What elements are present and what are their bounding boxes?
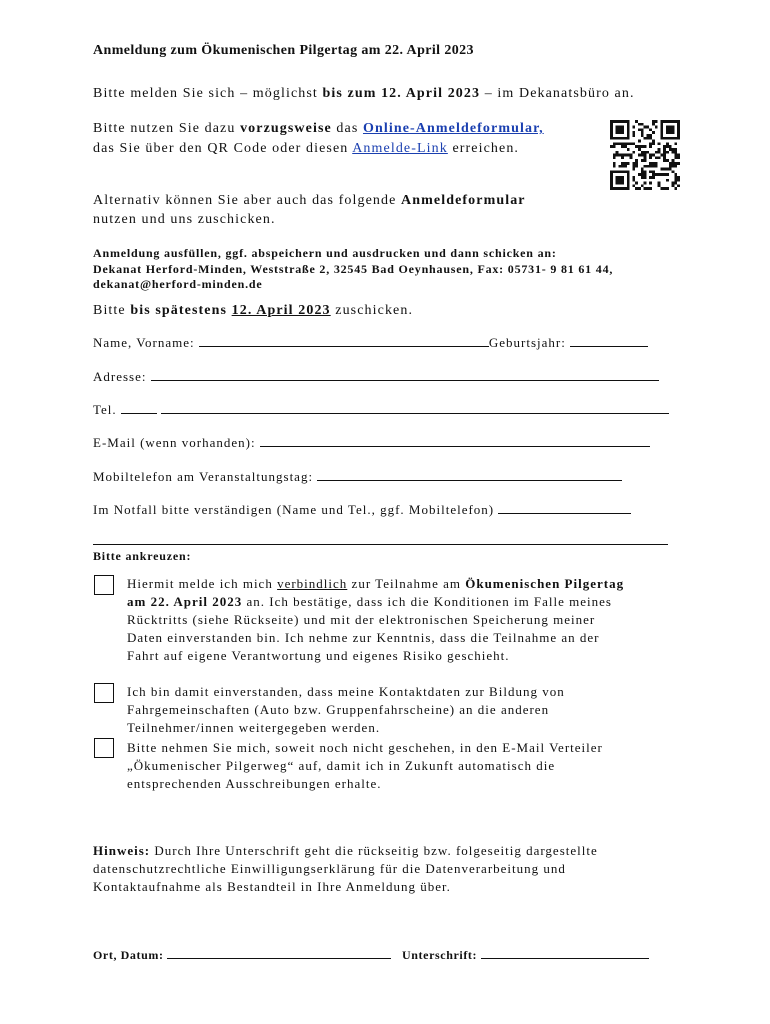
alternative-line-1 xyxy=(93,193,526,209)
place-date-line[interactable] xyxy=(167,948,391,959)
online-text-c: das Sie über den QR Code oder diesen xyxy=(93,141,353,156)
online-preferred: vorzugsweise xyxy=(240,121,332,136)
alternative-form: Anmeldeformular xyxy=(401,193,526,208)
carpool-checkbox[interactable] xyxy=(94,683,114,703)
birthyear-line[interactable] xyxy=(570,336,648,347)
mailing-list-checkbox[interactable] xyxy=(94,738,114,758)
signature-line[interactable] xyxy=(481,948,649,959)
signature-row xyxy=(93,948,649,963)
address-label: Adresse: xyxy=(93,369,147,384)
page-title: Anmeldung zum Ökumenischen Pilgertag am 22. April 2023 xyxy=(93,43,474,58)
registration-checkbox[interactable] xyxy=(94,575,114,595)
name-label: Name, Vorname: xyxy=(93,335,195,350)
address-field[interactable] xyxy=(93,369,659,385)
c1-event: Ökumenischen Pilgertag xyxy=(465,576,625,591)
online-text-d: erreichen. xyxy=(447,141,520,156)
mailing-list-text xyxy=(127,739,603,793)
deadline-date: 12. April 2023 xyxy=(231,303,331,318)
emergency-label: Im Notfall bitte verständigen (Name und Tel., ggf. Mobiltelefon) xyxy=(93,502,495,517)
email-field[interactable] xyxy=(93,435,650,451)
email-label: E-Mail (wenn vorhanden): xyxy=(93,435,256,450)
registration-consent-text xyxy=(127,575,624,665)
c1-text-b: zur Teilnahme am xyxy=(347,576,466,591)
online-form-link[interactable]: Online-Anmeldeformular, xyxy=(362,121,544,136)
mobile-field[interactable] xyxy=(93,469,622,485)
address-email: dekanat@herford-minden.de xyxy=(93,277,263,291)
hint-line-1: Durch Ihre Unterschrift geht die rückseitig bzw. folgeseitig dargestellte xyxy=(150,843,598,858)
emergency-line[interactable] xyxy=(498,503,631,514)
deadline-bold: bis spätestens xyxy=(130,303,228,318)
name-field[interactable] xyxy=(93,335,648,351)
phone-label: Tel. xyxy=(93,402,117,417)
intro-before: Bitte melden Sie sich – möglichst xyxy=(93,86,323,101)
c1-line-5: Fahrt auf eigene Verantwortung und eigenes Risiko geschieht. xyxy=(127,648,510,663)
phone-field[interactable] xyxy=(93,402,669,418)
place-date-label: Ort, Datum: xyxy=(93,948,164,962)
address-line-input[interactable] xyxy=(151,370,659,381)
alternative-line-2: nutzen und uns zuschicken. xyxy=(93,212,276,227)
deadline-b: zuschicken. xyxy=(330,303,414,318)
qr-code-icon xyxy=(608,120,682,190)
birthyear-label: Geburtsjahr: xyxy=(488,335,566,350)
c2-line-3: Teilnehmer/innen weitergegeben werden. xyxy=(127,720,381,735)
intro-deadline: bis zum 12. April 2023 xyxy=(322,86,481,101)
alternative-text: Alternativ können Sie aber auch das folgende xyxy=(93,193,402,208)
c1-date: am 22. April 2023 xyxy=(127,594,243,609)
phone-line[interactable] xyxy=(161,403,669,414)
email-line[interactable] xyxy=(260,436,650,447)
intro-after: – im Dekanatsbüro an. xyxy=(480,86,635,101)
c1-text-a: Hiermit melde ich mich xyxy=(127,576,278,591)
online-text-a: Bitte nutzen Sie dazu xyxy=(93,121,241,136)
c3-line-1: Bitte nehmen Sie mich, soweit noch nicht geschehen, in den E-Mail Verteiler xyxy=(127,740,603,755)
c3-line-2: „Ökumenischer Pilgerweg“ auf, damit ich in Zukunft automatisch die xyxy=(127,758,556,773)
online-text-b: das xyxy=(331,121,363,136)
c1-line-4: Daten einverstanden bin. Ich nehme zur Kenntnis, dass die Teilnahme an der xyxy=(127,630,600,645)
address-instruction: Anmeldung ausfüllen, ggf. abspeichern und ausdrucken und dann schicken an: xyxy=(93,246,557,260)
hint-label: Hinweis: xyxy=(93,843,151,858)
privacy-hint xyxy=(93,842,598,896)
c1-binding: verbindlich xyxy=(277,576,348,591)
c2-line-2: Fahrgemeinschaften (Auto bzw. Gruppenfahrscheine) an die anderen xyxy=(127,702,550,717)
hint-line-3: Kontaktaufnahme als Bestandteil in Ihre Anmeldung über. xyxy=(93,879,451,894)
c2-line-1: Ich bin damit einverstanden, dass meine Kontaktdaten zur Bildung von xyxy=(127,684,565,699)
address-line: Dekanat Herford-Minden, Weststraße 2, 32545 Bad Oeynhausen, Fax: 05731- 9 81 61 44, xyxy=(93,262,614,276)
c1-text-c: an. Ich bestätige, dass ich die Konditionen im Falle meines xyxy=(242,594,612,609)
mobile-label: Mobiltelefon am Veranstaltungstag: xyxy=(93,469,314,484)
emergency-line-2[interactable] xyxy=(93,544,668,545)
deadline-text xyxy=(93,303,413,319)
signature-label: Unterschrift: xyxy=(402,948,478,962)
hint-line-2: datenschutzrechtliche Einwilligungserklärung für die Datenverarbeitung und xyxy=(93,861,566,876)
phone-prefix-line[interactable] xyxy=(121,403,157,414)
intro-text xyxy=(93,86,635,102)
online-line-2 xyxy=(93,141,519,157)
emergency-field[interactable] xyxy=(93,502,631,518)
c3-line-3: entsprechenden Ausschreibungen erhalte. xyxy=(127,776,382,791)
mobile-line[interactable] xyxy=(317,470,622,481)
deadline-a: Bitte xyxy=(93,303,131,318)
checkbox-section-label: Bitte ankreuzen: xyxy=(93,549,192,563)
c1-line-3: Rücktritts (siehe Rückseite) und mit der elektronischen Speicherung meiner xyxy=(127,612,596,627)
carpool-consent-text xyxy=(127,683,565,737)
name-line[interactable] xyxy=(199,336,489,347)
online-line-1 xyxy=(93,121,544,137)
registration-link[interactable]: Anmelde-Link xyxy=(352,141,448,156)
